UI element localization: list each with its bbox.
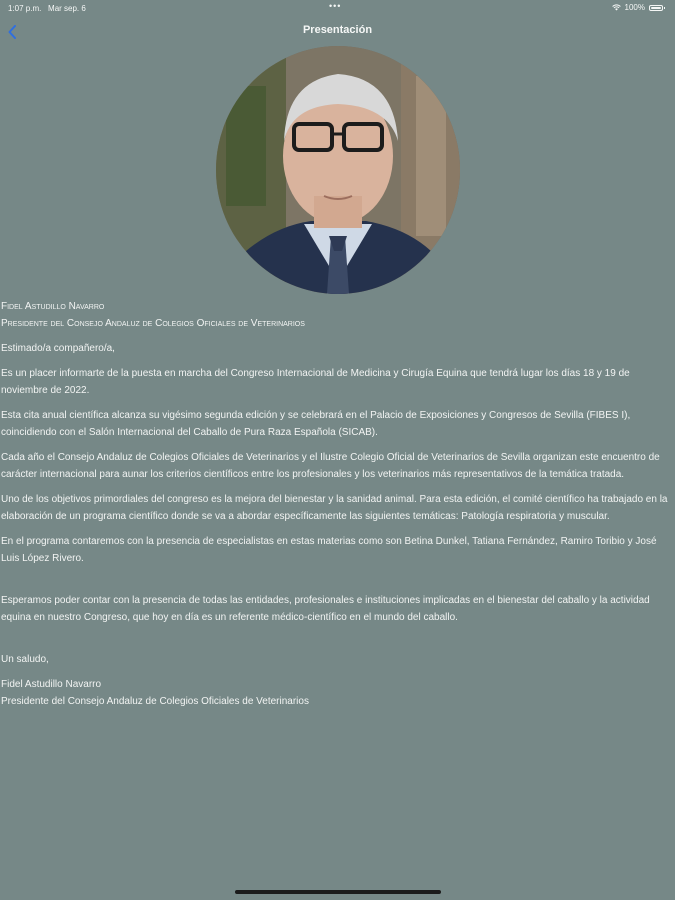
- status-time: 1:07 p.m. Mar sep. 6: [8, 4, 86, 13]
- battery-icon: [649, 5, 663, 11]
- navigation-bar: [0, 18, 675, 44]
- portrait-image: [216, 46, 460, 294]
- paragraph-3: Cada año el Consejo Andaluz de Colegios Oficiales de Veterinarios y el Ilustre Colegio Oficial de Veterinarios de Sevilla organizan este encuentro de carácter internacional para aunar los criterios científicos entre los profesionales y los veterinarios más representativos de la temática tratada.: [1, 452, 660, 480]
- paragraph-4: Uno de los objetivos primordiales del congreso es la mejora del bienestar y la sanidad animal. Para esta edición, el comité científico ha trabajado en la elaboración de un programa científico donde se va a abordar específicamente las siguientes temáticas: Patología respiratoria y muscular.: [1, 494, 668, 522]
- page-title: Presentación: [302, 24, 373, 36]
- author-role: Presidente del Consejo Andaluz de Colegios Oficiales de Veterinarios: [1, 318, 305, 329]
- letter-closing: Un saludo,: [1, 654, 49, 665]
- author-name: Fidel Astudillo Navarro: [1, 301, 105, 312]
- paragraph-6: Esperamos poder contar con la presencia de todas las entidades, profesionales e instituciones implicadas en el bienestar del caballo y la actividad equina en nuestro Congreso, que hoy en día es un referente médico-científico en el mundo del caballo.: [1, 595, 650, 623]
- letter-content: [1, 298, 673, 710]
- paragraph-2: Esta cita anual científica alcanza su vigésimo segunda edición y se celebrará en el Palacio de Exposiciones y Congresos de Sevilla (FIBES I), coincidiendo con el Salón Internacional del Caballo de Pura Raza Española (SICAB).: [1, 410, 631, 438]
- battery-percent: 100%: [624, 3, 645, 12]
- signature-name: Fidel Astudillo Navarro: [1, 679, 102, 690]
- signature-role: Presidente del Consejo Andaluz de Colegios Oficiales de Veterinarios: [1, 696, 309, 707]
- letter-greeting: Estimado/a compañero/a,: [1, 343, 115, 354]
- profile-photo: [216, 46, 460, 294]
- multitasking-dots[interactable]: •••: [329, 1, 342, 11]
- paragraph-1: Es un placer informarte de la puesta en marcha del Congreso Internacional de Medicina y Cirugía Equina que tendrá lugar los días 18 y 19 de noviembre de 2022.: [1, 368, 630, 396]
- home-indicator[interactable]: [235, 890, 441, 894]
- paragraph-5: En el programa contaremos con la presencia de especialistas en estas materias como son Betina Dunkel, Tatiana Fernández, Ramiro Toribio y José Luis López Rivero.: [1, 536, 657, 564]
- status-indicators: [612, 3, 663, 12]
- wifi-icon: [612, 4, 621, 11]
- status-bar: [0, 0, 675, 16]
